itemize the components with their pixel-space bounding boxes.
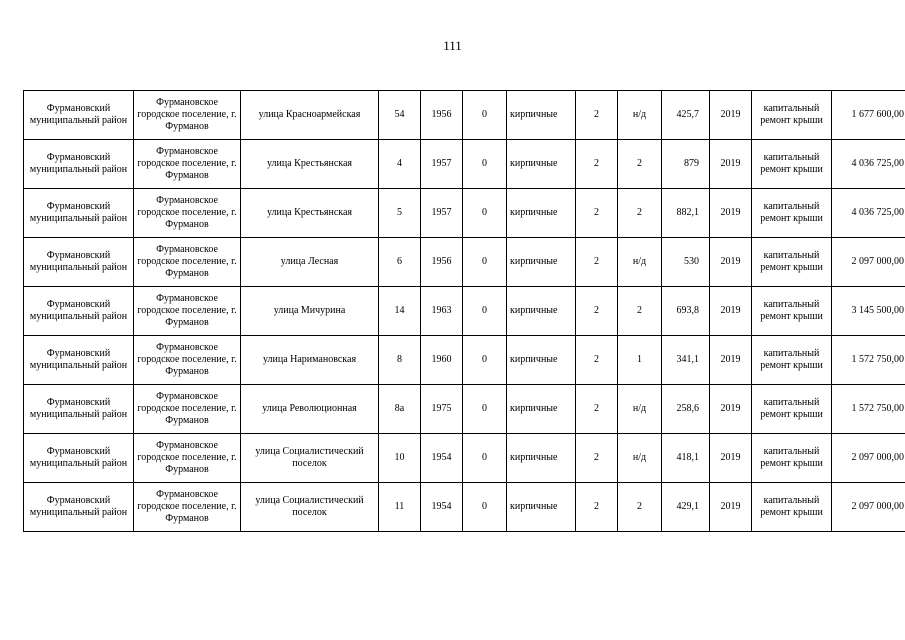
table-row	[24, 336, 905, 385]
plan-year-cell: 2019	[710, 189, 752, 238]
floors-cell: 2	[576, 91, 618, 140]
zero-cell: 0	[463, 336, 507, 385]
build-year-cell: 1956	[421, 238, 463, 287]
settlement-cell: Фурмановское городское поселение, г. Фурманов	[134, 140, 241, 189]
cost-cell: 2 097 000,00	[832, 434, 905, 483]
table-row	[24, 483, 905, 532]
settlement-cell: Фурмановское городское поселение, г. Фурманов	[134, 434, 241, 483]
work-type-cell: капитальный ремонт крыши	[752, 385, 832, 434]
floors-cell: 2	[576, 483, 618, 532]
settlement-cell: Фурмановское городское поселение, г. Фурманов	[134, 385, 241, 434]
zero-cell: 0	[463, 483, 507, 532]
zero-cell: 0	[463, 434, 507, 483]
wall-material-cell: кирпичные	[507, 238, 576, 287]
zero-cell: 0	[463, 140, 507, 189]
table-row	[24, 91, 905, 140]
floors-cell: 2	[576, 140, 618, 189]
entrances-cell: 2	[618, 140, 662, 189]
zero-cell: 0	[463, 238, 507, 287]
build-year-cell: 1960	[421, 336, 463, 385]
entrances-cell: н/д	[618, 385, 662, 434]
settlement-cell: Фурмановское городское поселение, г. Фурманов	[134, 91, 241, 140]
area-cell: 418,1	[662, 434, 710, 483]
plan-year-cell: 2019	[710, 238, 752, 287]
street-cell: улица Мичурина	[241, 287, 379, 336]
area-cell: 879	[662, 140, 710, 189]
house-number-cell: 8	[379, 336, 421, 385]
street-cell: улица Красноармейская	[241, 91, 379, 140]
build-year-cell: 1954	[421, 483, 463, 532]
build-year-cell: 1975	[421, 385, 463, 434]
table-row	[24, 189, 905, 238]
floors-cell: 2	[576, 287, 618, 336]
page-number: 111	[443, 38, 462, 53]
build-year-cell: 1954	[421, 434, 463, 483]
entrances-cell: н/д	[618, 238, 662, 287]
plan-year-cell: 2019	[710, 140, 752, 189]
wall-material-cell: кирпичные	[507, 385, 576, 434]
house-number-cell: 4	[379, 140, 421, 189]
wall-material-cell: кирпичные	[507, 434, 576, 483]
work-type-cell: капитальный ремонт крыши	[752, 91, 832, 140]
wall-material-cell: кирпичные	[507, 189, 576, 238]
build-year-cell: 1956	[421, 91, 463, 140]
plan-year-cell: 2019	[710, 434, 752, 483]
street-cell: улица Наримановская	[241, 336, 379, 385]
area-cell: 341,1	[662, 336, 710, 385]
district-cell: Фурмановский муниципальный район	[24, 434, 134, 483]
table-body	[24, 91, 905, 532]
district-cell: Фурмановский муниципальный район	[24, 238, 134, 287]
zero-cell: 0	[463, 91, 507, 140]
house-number-cell: 11	[379, 483, 421, 532]
area-cell: 425,7	[662, 91, 710, 140]
house-number-cell: 6	[379, 238, 421, 287]
work-type-cell: капитальный ремонт крыши	[752, 434, 832, 483]
cost-cell: 3 145 500,00	[832, 287, 905, 336]
floors-cell: 2	[576, 336, 618, 385]
zero-cell: 0	[463, 287, 507, 336]
street-cell: улица Лесная	[241, 238, 379, 287]
plan-year-cell: 2019	[710, 91, 752, 140]
floors-cell: 2	[576, 385, 618, 434]
entrances-cell: 2	[618, 483, 662, 532]
district-cell: Фурмановский муниципальный район	[24, 91, 134, 140]
table-row	[24, 140, 905, 189]
district-cell: Фурмановский муниципальный район	[24, 189, 134, 238]
district-cell: Фурмановский муниципальный район	[24, 385, 134, 434]
build-year-cell: 1957	[421, 189, 463, 238]
work-type-cell: капитальный ремонт крыши	[752, 336, 832, 385]
entrances-cell: н/д	[618, 91, 662, 140]
work-type-cell: капитальный ремонт крыши	[752, 287, 832, 336]
cost-cell: 4 036 725,00	[832, 189, 905, 238]
wall-material-cell: кирпичные	[507, 336, 576, 385]
wall-material-cell: кирпичные	[507, 91, 576, 140]
work-type-cell: капитальный ремонт крыши	[752, 189, 832, 238]
house-number-cell: 14	[379, 287, 421, 336]
area-cell: 429,1	[662, 483, 710, 532]
entrances-cell: 1	[618, 336, 662, 385]
cost-cell: 1 677 600,00	[832, 91, 905, 140]
area-cell: 882,1	[662, 189, 710, 238]
work-type-cell: капитальный ремонт крыши	[752, 140, 832, 189]
cost-cell: 1 572 750,00	[832, 336, 905, 385]
wall-material-cell: кирпичные	[507, 483, 576, 532]
house-number-cell: 10	[379, 434, 421, 483]
floors-cell: 2	[576, 189, 618, 238]
cost-cell: 2 097 000,00	[832, 483, 905, 532]
district-cell: Фурмановский муниципальный район	[24, 140, 134, 189]
house-number-cell: 8а	[379, 385, 421, 434]
table-row	[24, 434, 905, 483]
area-cell: 258,6	[662, 385, 710, 434]
zero-cell: 0	[463, 385, 507, 434]
floors-cell: 2	[576, 238, 618, 287]
settlement-cell: Фурмановское городское поселение, г. Фурманов	[134, 287, 241, 336]
build-year-cell: 1963	[421, 287, 463, 336]
street-cell: улица Социалистический поселок	[241, 483, 379, 532]
area-cell: 693,8	[662, 287, 710, 336]
housing-registry-table	[23, 90, 905, 532]
cost-cell: 1 572 750,00	[832, 385, 905, 434]
zero-cell: 0	[463, 189, 507, 238]
entrances-cell: 2	[618, 189, 662, 238]
table-row	[24, 385, 905, 434]
district-cell: Фурмановский муниципальный район	[24, 483, 134, 532]
plan-year-cell: 2019	[710, 483, 752, 532]
table-row	[24, 287, 905, 336]
cost-cell: 2 097 000,00	[832, 238, 905, 287]
plan-year-cell: 2019	[710, 336, 752, 385]
work-type-cell: капитальный ремонт крыши	[752, 238, 832, 287]
work-type-cell: капитальный ремонт крыши	[752, 483, 832, 532]
street-cell: улица Крестьянская	[241, 140, 379, 189]
street-cell: улица Социалистический поселок	[241, 434, 379, 483]
plan-year-cell: 2019	[710, 287, 752, 336]
street-cell: улица Крестьянская	[241, 189, 379, 238]
district-cell: Фурмановский муниципальный район	[24, 336, 134, 385]
house-number-cell: 5	[379, 189, 421, 238]
house-number-cell: 54	[379, 91, 421, 140]
street-cell: улица Революционная	[241, 385, 379, 434]
build-year-cell: 1957	[421, 140, 463, 189]
settlement-cell: Фурмановское городское поселение, г. Фурманов	[134, 238, 241, 287]
table-row	[24, 238, 905, 287]
entrances-cell: н/д	[618, 434, 662, 483]
entrances-cell: 2	[618, 287, 662, 336]
settlement-cell: Фурмановское городское поселение, г. Фурманов	[134, 483, 241, 532]
wall-material-cell: кирпичные	[507, 287, 576, 336]
floors-cell: 2	[576, 434, 618, 483]
settlement-cell: Фурмановское городское поселение, г. Фурманов	[134, 189, 241, 238]
plan-year-cell: 2019	[710, 385, 752, 434]
area-cell: 530	[662, 238, 710, 287]
district-cell: Фурмановский муниципальный район	[24, 287, 134, 336]
cost-cell: 4 036 725,00	[832, 140, 905, 189]
wall-material-cell: кирпичные	[507, 140, 576, 189]
settlement-cell: Фурмановское городское поселение, г. Фурманов	[134, 336, 241, 385]
